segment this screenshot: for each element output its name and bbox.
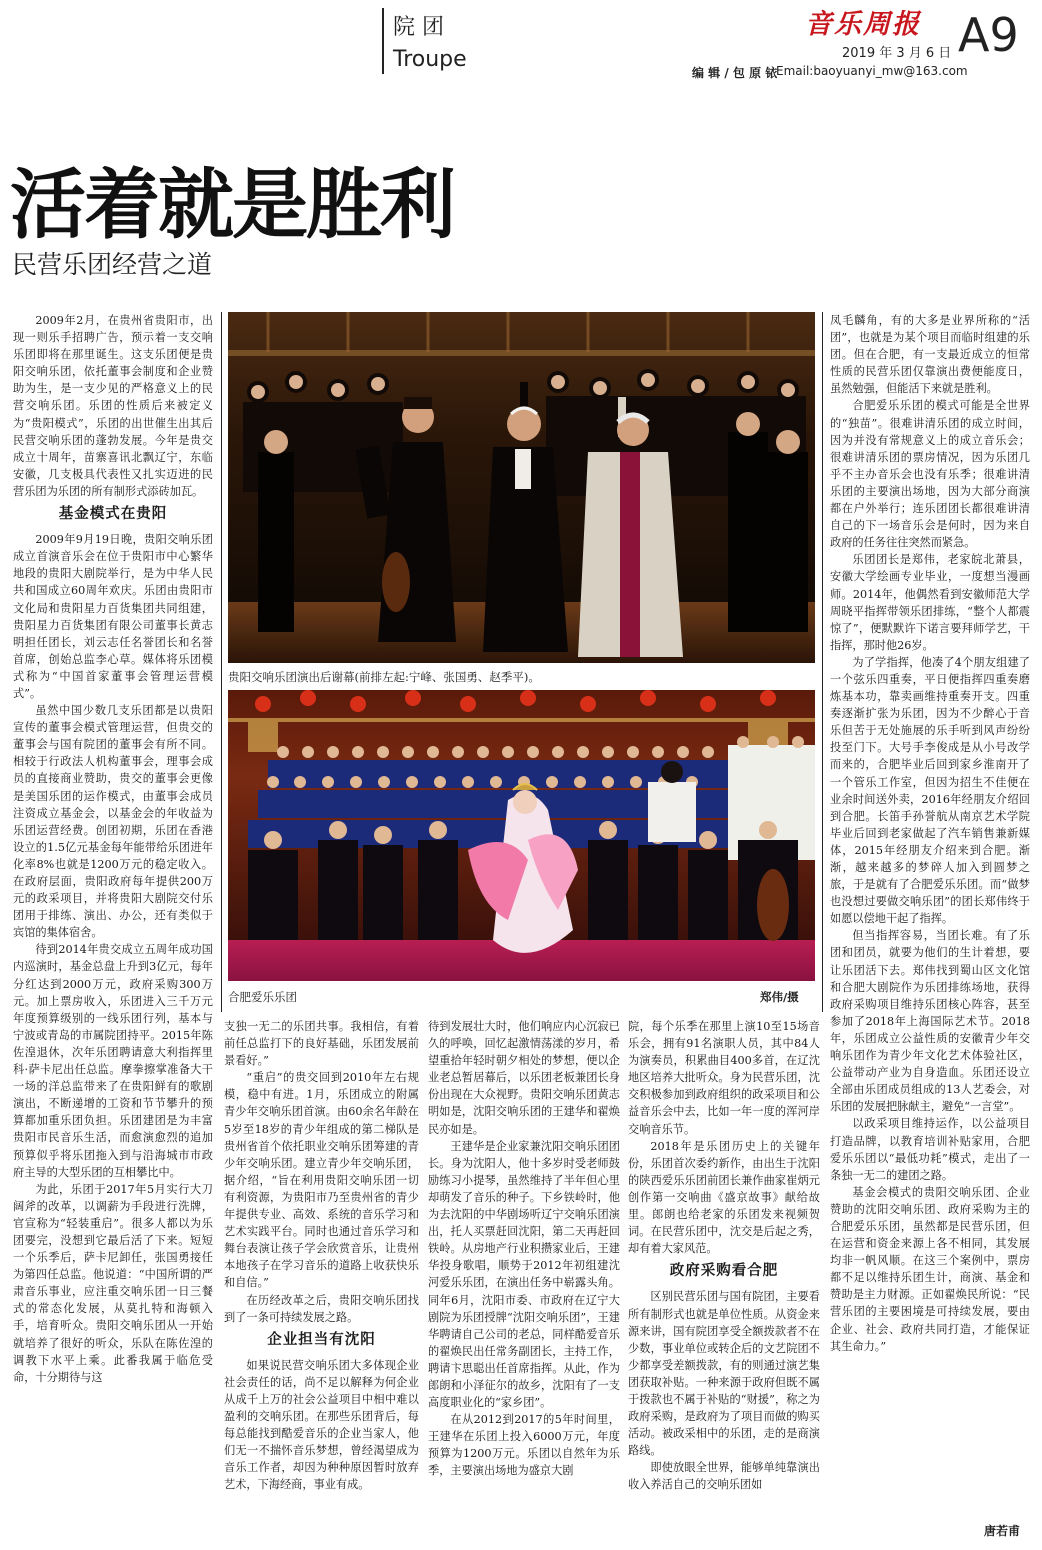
section-heading-guiyang: 基金模式在贵阳 [58,506,168,523]
article-column-4 [628,1018,820,1494]
editor-line: 编 辑 / 包 原 铱 [692,66,778,80]
paragraph: 区别民营乐团与国有院团，主要看所有制形式也就是单位性质。从资金来源来讲，国有院团享受全额拨款者不在少数，事业单位或转企后的文艺院团不少都享受差额拨款，有的则通过演艺集团获取补贴。一种来源于政府但既不属于拨款也不属于补贴的“财援”，称之为政府采购，是政府为了项目而做的购买活动。被政采相中的乐团，走的是商演路线。 [628,1290,820,1458]
editor-email: Email:baoyuanyi_mw@163.com [776,64,968,78]
paragraph: 为了学指挥，他凑了4个朋友组建了一个弦乐四重奏，平日便指挥四重奏磨炼基本功，靠卖画维持重奏开支。四重奏逐渐扩张为乐团，因为不少醉心于音乐但苦于无处施展的乐手听到风声纷纷投至门下。大号手李俊成是从小号改学而来的，合肥毕业后回到家乡淮南开了一个管乐工作室，但因为招生不佳便在业余时间送外卖，2016年经朋友介绍回到合肥。长笛手孙誉航从南京艺术学院毕业后回到老家做起了汽车销售兼新媒体，2015年经朋友介绍来到合肥。渐渐，越来越多的梦碎人加入到圆梦之旅，于是就有了合肥爱乐乐团。而“做梦也没想过要做交响乐团”的团长郑伟终于如愿以偿地干起了指挥。 [830,655,1030,926]
section-heading-hefei: 政府采购看合肥 [669,1263,779,1280]
masthead-logo: 音乐周报 [805,9,921,40]
paragraph: 乐团团长是郑伟，老家皖北萧县，安徽大学绘画专业毕业，一度想当漫画师。2014年，他偶然看到安徽师范大学周晓平指挥带领乐团排练，“整个人都震惊了”，便默默许下诺言要拜师学艺，干指挥，那时他26岁。 [830,553,1030,652]
paragraph: 凤毛麟角，有的大多是业界所称的“活团”，也就是为某个项目而临时组建的乐团。但在合肥，有一支最近成立的恒常性质的民营乐团仅靠演出费便能度日，虽然勉强，但能活下来就是胜利。 [830,314,1030,396]
article-column-5 [830,312,1030,1355]
paragraph: 2018年是乐团历史上的关键年份，乐团首次委约新作，由出生于沈阳的陕西爱乐乐团前团长兼作曲家崔炳元创作第一交响曲《盛京故事》献给故里。郎朗也给老家的乐团发来视频贺词。在民营乐团中，沈交是后起之秀，却有着大家风范。 [628,1139,820,1256]
paragraph: 2009年2月，在贵州省贵阳市，出现一则乐手招聘广告，预示着一支交响乐团即将在那里诞生。这支乐团便是贵阳交响乐团，依托董事会制度和企业赞助为生，是一支少见的严格意义上的民营交响乐团。乐团的性质后来被定义为“贵阳模式”，乐团的出世催生出其后民营交响乐团的蓬勃发展。今年是贵交成立十周年，苗寨喜讯北飘辽宁，东临安徽，几支极具代表性又扎实迈进的民营乐团为乐团的所有制形式添砖加瓦。 [13,314,213,498]
paragraph: 在历经改革之后，贵阳交响乐团找到了一条可持续发展之路。 [224,1293,419,1324]
paragraph: 但当指挥容易，当团长难。有了乐团和团员，就要为他们的生计着想，要让乐团活下去。郑伟找到蜀山区文化馆和合肥大剧院作为乐团排练场地，获得政府采购项目维持乐团核心阵容，甚至参加了2018年上海国际艺术节。2018年，乐团成立公益性质的安徽青少年交响乐团作为青少年文化艺术体验社区，公益带动产业为自身造血。乐团还设立全部由乐团成员组成的13人艺委会，对乐团的发展把脉献主，避免“一言堂”。 [830,929,1030,1114]
section-title-cn: 院 团 [393,15,444,40]
photo2-credit: 郑伟/摄 [760,990,799,1004]
paragraph: 虽然中国少数几支乐团都是以贵阳宣传的董事会模式管理运营，但贵交的董事会与国有院团的董事会有所不同。相较于行政法人机构董事会，理事会成员的直接商业赞助，贵交的董事会更像是美国乐团的运作模式，由董事会成员注资成立基金会，以基金会的年收益为乐团运营经费。创团初期，乐团在香港设立的1.5亿元基金每年能带给乐团进年化率8%也就是1200万元的稳定收入。在政府层面，贵阳政府每年提供200万元的政采项目，并将贵阳大剧院交付乐团用于排练、演出、办公，还有类似于宾馆的集体宿舍。 [13,704,213,940]
paragraph: 待到发展壮大时，他们响应内心沉寂已久的呼唤，回忆起激情荡漾的岁月，希望重拾年轻时朝夕相处的梦想，便以企业老总暂居幕后，以乐团老板兼团长身份出现在大众视野。贵阳交响乐团黄志明如是，沈阳交响乐团的王建华和翟焕民亦如是。 [428,1020,620,1136]
column-rule [822,312,823,1012]
photo2-caption: 合肥爱乐乐团 [228,990,297,1004]
paragraph: 王建华是企业家兼沈阳交响乐团团长。身为沈阳人，他十多岁时受老师鼓励练习小提琴，虽然维持了半年但心里却萌发了音乐的种子。下乡铁岭时，他为去沈阳的中华剧场听辽宁交响乐团演出，托人买票赶回沈阳，第二天再赶回铁岭。从房地产行业积攒家业后，王建华投身歌唱，顺势于2012年初组建沈河爱乐乐团，在演出任务中崭露头角。同年6月，沈阳市委、市政府在辽宁大剧院为乐团授牌“沈阳交响乐团”，王建华聘请自己公司的老总，同样酷爱音乐的翟焕民出任常务副团长，主持工作，聘请卞思聪出任首席指挥。从此，作为郎朗和小泽征尔的故乡，沈阳有了一支高度职业化的“家乡团”。 [428,1139,620,1410]
section-title-en: Troupe [393,47,467,72]
paragraph: “重启”的贵交回到2010年左右规模，稳中有进。1月，乐团成立的附属青少年交响乐团首演。由60余名年龄在5岁至18岁的青少年组成的第二梯队是贵州省首个依托职业交响乐团筹建的青少年交响乐团。建立青少年交响乐团，据介绍，“旨在利用贵阳交响乐团一切有利资源，为贵阳市乃至贵州省的青少年提供专业、高效、系统的音乐学习和艺术实践平台。同时也通过音乐学习和舞台表演让孩子学会欣赏音乐，让贵州本地孩子在学习音乐的道路上收获快乐和自信。” [224,1071,419,1290]
paragraph: 基金会模式的贵阳交响乐团、企业赞助的沈阳交响乐团、政府采购为主的合肥爱乐乐团，虽然都是民营乐团，但在运营和资金来源上各不相同，其发展均非一帆风顺。在这三个案例中，票房都不足以维持乐团生计，商演、基金和赞助是主力财源。正如翟焕民所说：“民营乐团的主要困境是可持续发展，要由企业、社会、政府共同打造，才能保证其生命力。” [830,1185,1030,1353]
paragraph: 即使放眼全世界，能够单纯靠演出收入养活自己的交响乐团如 [628,1461,820,1492]
paragraph: 2009年9月19日晚，贵阳交响乐团成立首演音乐会在位于贵阳市中心繁华地段的贵阳大剧院举行，是为中华人民共和国成立60周年欢庆。乐团由贵阳市文化局和贵阳星力百货集团共同组建，贵阳星力百货集团有限公司董事长黄志明担任团长，刘云志任名誉团长和名誉首席，创始总监李心草。媒体将乐团模式称为“中国首家董事会管理运营模式”。 [13,533,213,700]
photo-hefei-philharmonic [228,690,815,981]
author-byline: 唐若甫 [984,1524,1021,1538]
paragraph: 在从2012到2017的5年时间里，王建华在乐团上投入6000万元，年度预算为1200万元。乐团以自然年为乐季，主要演出场地为盛京大剧 [428,1413,620,1478]
article-column-1 [13,312,213,1386]
paragraph: 合肥爱乐乐团的模式可能是全世界的“独苗”。很难讲清乐团的成立时间，因为并没有常规意义上的成立音乐会；很难讲清乐团的票房情况，因为乐团几乎不主办音乐会也没有乐季；很难讲清乐团的主要演出场地，因为大部分商演都在户外举行；连乐团团长都很难讲清自己的下一场音乐会是何时，因为来自政府的任务往往突然而紧急。 [830,399,1030,550]
issue-date: 2019 年 3 月 6 日 [842,46,952,61]
paragraph: 待到2014年贵交成立五周年成功国内巡演时，基金总盘上升到3亿元，每年分红达到2000万元，政府采购300万元。加上票房收入，乐团进入三千万元年度预算级别的一线乐团行列，基本与宁波或青岛的市属院团持平。2015年陈佐湟退休，次年乐团聘请意大利指挥里科·萨卡尼出任总监。摩拳擦掌准备大干一场的洋总监带来了在贵阳鲜有的歌剧演出，不断递增的工资和节节攀升的预算都加重乐团负担。乐团建团是为丰富贵阳市民音乐生活，而愈演愈烈的追加预算似乎将乐团拖入到与沿海城市市政府主导的大型乐团的互相攀比中。 [13,943,213,1179]
header-rule-vertical [382,8,384,74]
paragraph: 支独一无二的乐团共事。我相信，有着前任总监打下的良好基础，乐团发展前景看好。” [224,1020,419,1068]
paragraph: 以政采项目维持运作，以公益项目打造品牌，以教育培训补贴家用，合肥爱乐乐团以“最低功耗”模式，走出了一条独一无二的建团之路。 [830,1117,1030,1182]
photo1-caption: 贵阳交响乐团演出后谢幕(前排左起:宁峰、张国勇、赵季平)。 [228,670,540,684]
paragraph: 院，每个乐季在那里上演10至15场音乐会，拥有91名演职人员，其中84人为演奏员，积累曲目400多首，在辽沈地区培养大批听众。身为民营乐团，沈交积极参加到政府组织的政采项目和公益音乐会中去，比如一年一度的浑河岸交响音乐节。 [628,1020,820,1136]
section-heading-shenyang: 企业担当有沈阳 [267,1331,376,1348]
article-column-3 [428,1018,620,1480]
photo-guiyang-curtain-call [228,312,815,663]
column-rule [221,312,222,1012]
paragraph: 如果说民营交响乐团大多体现企业社会责任的话，尚不足以解释为何企业从成千上万的社会公益项目中相中难以盈利的交响乐团。在那些乐团背后，每每总能找到酷爱音乐的企业当家人，他们无一不揣怀音乐梦想，曾经渴望成为音乐工作者，却因为种种原因暂时放弃艺术，下海经商，事业有成。 [224,1358,419,1492]
paragraph: 为此，乐团于2017年5月实行大刀阔斧的改革，以调薪为手段进行洗牌，官宣称为“轻装重启”。很多人都以为乐团要完，没想到它最后活了下来。短短一个乐季后，萨卡尼卸任，张国勇接任为第四任总监。他说道：“中国所谓的严肃音乐事业，应注重交响乐团一日三餐式的常态化发展，从莫扎特和海顿入手，培育听众。贵阳交响乐团从一开始就培养了很好的听众，乐队在陈佐湟的调教下水平上乘。此番我属于临危受命，十分期待与这 [13,1182,213,1384]
subheadline: 民营乐团经营之道 [12,250,213,279]
headline: 活着就是胜利 [10,160,454,249]
page-number: A9 [958,8,1019,62]
article-column-2 [224,1018,419,1494]
